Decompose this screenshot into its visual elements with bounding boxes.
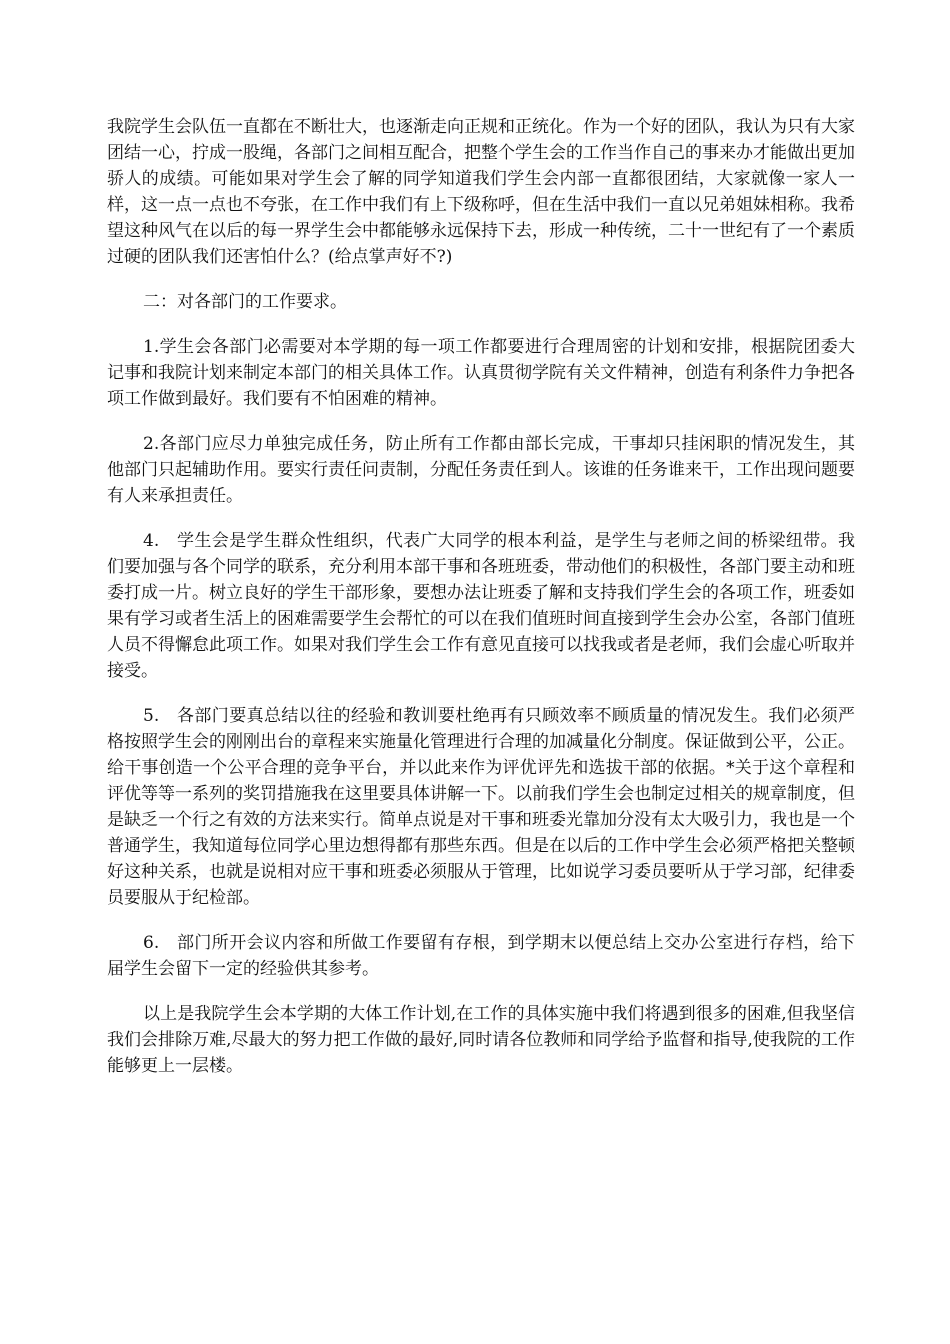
paragraph-item-6: 6. 部门所开会议内容和所做工作要留有存根，到学期末以便总结上交办公室进行存档，给下届学生会留下一定的经验供其参考。: [107, 933, 855, 979]
document-page: [107, 114, 855, 1098]
paragraph-item-4: 4. 学生会是学生群众性组织，代表广大同学的根本利益，是学生与老师之间的桥梁纽带。我们要加强与各个同学的联系，充分利用本部干事和各班班委，带动他们的积极性，各部门要主动和班委打成一片。树立良好的学生干部形象，要想办法让班委了解和支持我们学生会的各项工作，班委如果有学习或者生活上的困难需要学生会帮忙的可以在我们值班时间直接到学生会办公室，各部门值班人员不得懈怠此项工作。如果对我们学生会工作有意见直接可以找我或者是老师，我们会虚心听取并接受。: [107, 531, 855, 681]
paragraph-item-1: 1.学生会各部门必需要对本学期的每一项工作都要进行合理周密的计划和安排，根据院团委大记事和我院计划来制定本部门的相关具体工作。认真贯彻学院有关文件精神，创造有利条件力争把各项工作做到最好。我们要有不怕困难的精神。: [107, 337, 855, 409]
paragraph-team-unity: 我院学生会队伍一直都在不断壮大，也逐渐走向正规和正统化。作为一个好的团队，我认为只有大家团结一心，拧成一股绳，各部门之间相互配合，把整个学生会的工作当作自己的事来办才能做出更加骄人的成绩。可能如果对学生会了解的同学知道我们学生会内部一直都很团结，大家就像一家人一样，这一点一点也不夸张，在工作中我们有上下级称呼，但在生活中我们一直以兄弟姐妹相称。我希望这种风气在以后的每一界学生会中都能够永远保持下去，形成一种传统，二十一世纪有了一个素质过硬的团队我们还害怕什么？(给点掌声好不?): [107, 117, 855, 267]
paragraph-item-5: 5. 各部门要真总结以往的经验和教训要杜绝再有只顾效率不顾质量的情况发生。我们必须严格按照学生会的刚刚出台的章程来实施量化管理进行合理的加减量化分制度。保证做到公平，公正。给干事创造一个公平合理的竞争平台，并以此来作为评优评先和选拔干部的依据。*关于这个章程和评优等等一系列的奖罚措施我在这里要具体讲解一下。以前我们学生会也制定过相关的规章制度，但是缺乏一个行之有效的方法来实行。简单点说是对干事和班委光靠加分没有太大吸引力，我也是一个普通学生，我知道每位同学心里边想得都有那些东西。但是在以后的工作中学生会必须严格把关整顿好这种关系，也就是说相对应干事和班委必须服从于管理，比如说学习委员要听从于学习部，纪律委员要服从于纪检部。: [107, 706, 855, 908]
paragraph-item-2: 2.各部门应尽力单独完成任务，防止所有工作都由部长完成，干事却只挂闲职的情况发生，其他部门只起辅助作用。要实行责任问责制，分配任务责任到人。该谁的任务谁来干，工作出现问题要有人来承担责任。: [107, 434, 855, 506]
paragraph-conclusion: 以上是我院学生会本学期的大体工作计划,在工作的具体实施中我们将遇到很多的困难,但我坚信我们会排除万难,尽最大的努力把工作做的最好,同时请各位教师和同学给予监督和指导,使我院的工作能够更上一层楼。: [107, 1004, 855, 1076]
paragraph-section-heading: 二：对各部门的工作要求。: [143, 292, 347, 312]
